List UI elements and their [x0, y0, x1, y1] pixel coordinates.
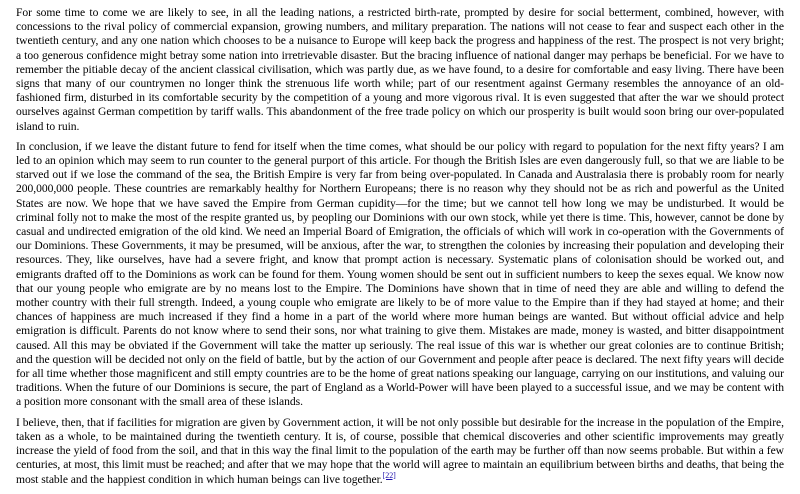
paragraph-1: For some time to come we are likely to see, in all the leading nations, a restricted birth-rate, prompted by desire for social betterment, combined, however, with concessions to the rival policy of commercial expansion, growing numbers, and military preparation. The nations will not cease to fear and suspect each other in the twentieth century, and any one nation which chooses to be a nuisance to Europe will keep back the progress and happiness of the rest. The prospect is not very bright; a too generous confidence might betray some nation into irretrievable disaster. But the bracing influence of national danger may perhaps be beneficial. For we have to remember the pitiable decay of the ancient classical civilisation, which was partly due, as we have found, to a desire for comfortable and easy living. There have been signs that many of our countrymen no longer think the strenuous life worth while; part of our resentment against Germany resembles the annoyance of an old-fashioned firm, disturbed in its comfortable security by the competition of a young and more vigorous rival. It is even suggested that after the war we should protect ourselves against German competition by tariff walls. This abandonment of the free trade policy on which our prosperity is built would soon bring our over-populated island to ruin. [16, 6, 784, 133]
paragraph-2: In conclusion, if we leave the distant future to fend for itself when the time comes, what should be our policy with regard to population for the next fifty years? I am led to an opinion which may seem to run counter to the general purport of this article. For though the British Isles are even dangerously full, so that we are liable to be starved out if we lose the command of the sea, the British Empire is very far from being over-populated. In Canada and Australasia there is probably room for nearly 200,000,000 people. These countries are remarkably healthy for Northern Europeans; there is no reason why they should not be as rich and powerful as the United States are now. We hope that we have saved the Empire from German cupidity—for the time; but we cannot tell how long we may be undisturbed. It would be criminal folly not to make the most of the respite granted us, by peopling our Dominions with our own stock, while yet there is time. This, however, cannot be done by casual and undirected emigration of the old kind. We need an Imperial Board of Emigration, the officials of which will work in co-operation with the Governments of our Dominions. These Governments, it may be presumed, will be anxious, after the war, to strengthen the colonies by increasing their population and developing their resources. They, like ourselves, have had a severe fright, and know that prompt action is necessary. Systematic plans of colonisation should be worked out, and emigrants drafted off to the Dominions as work can be found for them. Young women should be sent out in sufficient numbers to keep the sexes equal. We know now that our young people who emigrate are by no means lost to the Empire. The Dominions have shown that in time of need they are able and willing to defend the mother country with their full strength. Indeed, a young couple who emigrate are likely to be of more value to the Empire than if they had stayed at home; and their chances of happiness are much increased if they find a home in a part of the world where more human beings are wanted. But without official advice and help emigration is difficult. Parents do not know where to send their sons, nor what training to give them. Mistakes are made, money is wasted, and bitter disappointment caused. All this may be obviated if the Government will take the matter up seriously. The real issue of this war is whether our great colonies are to continue British; and the question will be decided not only on the field of battle, but by the action of our Government and people after peace is declared. The next fifty years will decide for all time whether those magnificent and still empty countries are to be the home of great nations speaking our language, carrying on our institutions, and valuing our traditions. When the future of our Dominions is secure, the part of England as a World-Power will have been played to a successful issue, and we may be content with a position more consonant with the small area of these islands. [16, 139, 784, 409]
footnote-link[interactable]: [22] [382, 470, 396, 480]
paragraph-3 [16, 416, 784, 487]
paragraph-3-text: I believe, then, that if facilities for migration are given by Government action, it will be not only possible but desirable for the increase in the population of the Empire, taken as a whole, to be maintained during the twentieth century. It is, of course, possible that chemical discoveries and other scientific improvements may greatly increase the yield of food from the soil, and that in this way the final limit to the population of the earth may be further off than now seems probable. But within a few centuries, at most, this limit must be reached; and after that we may hope that the world will agree to maintain an equilibrium between births and deaths, that being the most stable and the happiest condition in which human beings can live together. [16, 415, 784, 486]
